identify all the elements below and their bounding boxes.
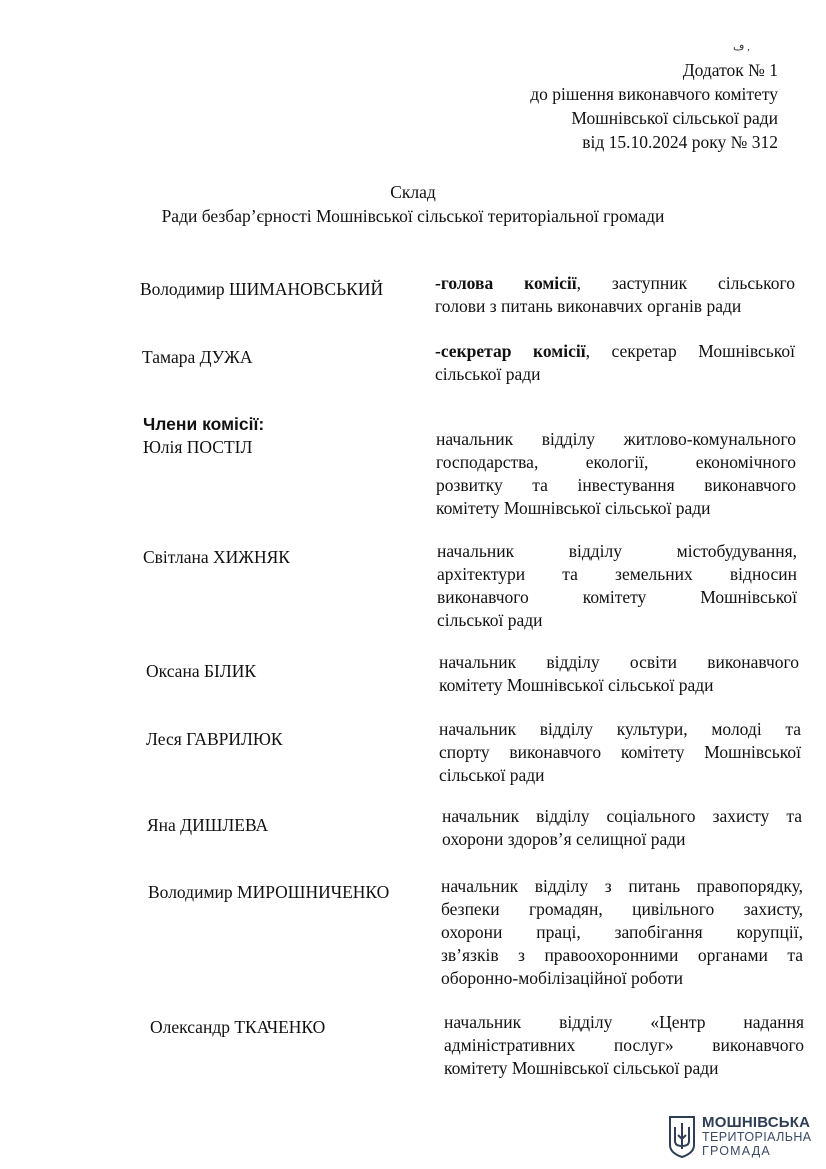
- member-name: Юлія ПОСТІЛ: [143, 437, 253, 457]
- chair-role-text: , заступник сільського: [576, 273, 795, 293]
- member-role-line: комітету Мошнівської сільської ради: [444, 1058, 719, 1078]
- member-role-line: охорони здоров’я селищної ради: [442, 829, 686, 849]
- member-name: Оксана БІЛИК: [146, 661, 257, 681]
- secretary-role-title: -секретар комісії: [435, 341, 586, 361]
- member-role-line: охорони праці, запобігання корупції,: [441, 922, 803, 942]
- chair-role-title: -голова комісії: [435, 273, 577, 293]
- appendix-number: Додаток № 1: [682, 60, 778, 80]
- member-role: [444, 1011, 804, 1080]
- member-role-line: безпеки громадян, цивільного захисту,: [441, 899, 803, 919]
- member-role-line: начальник відділу «Центр надання: [444, 1012, 804, 1032]
- member-name: Володимир МИРОШНИЧЕНКО: [148, 882, 390, 902]
- member-role: [439, 651, 799, 697]
- member-role-line: начальник відділу соціального захисту та: [442, 806, 802, 826]
- member-name: Олександр ТКАЧЕНКО: [150, 1017, 326, 1037]
- member-role: [442, 805, 802, 851]
- member-role-line: виконавчого комітету Мошнівської: [437, 587, 797, 607]
- member-role-line: оборонно-мобілізаційної роботи: [441, 968, 683, 988]
- heading-title: Склад: [390, 182, 436, 202]
- member-role-line: архітектури та земельних відносин: [437, 564, 797, 584]
- member-role-line: комітету Мошнівської сільської ради: [436, 498, 711, 518]
- member-role-line: сільської ради: [437, 610, 543, 630]
- corner-mark: ڡ ,: [733, 41, 750, 53]
- member-role-line: начальник відділу з питань правопорядку,: [441, 876, 803, 896]
- member-role-line: зв’язків з правоохоронними органами та: [441, 945, 803, 965]
- member-role: [437, 540, 797, 632]
- secretary-role-line2: сільської ради: [435, 364, 541, 384]
- member-role-line: сільської ради: [439, 765, 545, 785]
- secretary-role-text: , секретар Мошнівської: [585, 341, 796, 361]
- member-role-line: начальник відділу житлово-комунального: [436, 429, 796, 449]
- logo-line1: МОШНІВСЬКА: [702, 1114, 811, 1131]
- member-role-line: спорту виконавчого комітету Мошнівської: [439, 742, 801, 762]
- trident-icon: [667, 1115, 697, 1159]
- member-name: Світлана ХИЖНЯК: [143, 547, 290, 567]
- member-role: [441, 875, 803, 990]
- chair-name: Володимир ШИМАНОВСЬКИЙ: [140, 279, 384, 299]
- member-role-line: адміністративних послуг» виконавчого: [444, 1035, 804, 1055]
- member-role-line: розвитку та інвестування виконавчого: [436, 475, 796, 495]
- community-logo: [667, 1115, 817, 1161]
- logo-text: [702, 1115, 812, 1158]
- secretary-name: Тамара ДУЖА: [142, 347, 253, 367]
- member-name: Яна ДИШЛЕВА: [147, 815, 269, 835]
- member-role-line: комітету Мошнівської сільської ради: [439, 675, 714, 695]
- heading-subtitle: Ради безбар’єрності Мошнівської сільської територіальної громади: [161, 206, 665, 226]
- logo-line3: ГРОМАДА: [702, 1144, 771, 1158]
- members-label: Члени комісії:: [143, 414, 265, 434]
- appendix-header: [418, 58, 778, 154]
- secretary-role: [435, 340, 795, 386]
- member-role: [439, 718, 801, 787]
- member-role-line: начальник відділу культури, молоді та: [439, 719, 801, 739]
- member-role-line: начальник відділу містобудування,: [437, 541, 797, 561]
- appendix-council: Мошнівської сільської ради: [571, 108, 778, 128]
- member-role-line: начальник відділу освіти виконавчого: [439, 652, 799, 672]
- appendix-date: від 15.10.2024 року № 312: [582, 132, 778, 152]
- member-name: Леся ГАВРИЛЮК: [146, 729, 283, 749]
- appendix-decision: до рішення виконавчого комітету: [530, 84, 778, 104]
- logo-line2: ТЕРИТОРІАЛЬНА: [702, 1130, 812, 1144]
- chair-role-line2: голови з питань виконавчих органів ради: [435, 296, 742, 316]
- member-role-line: господарства, екології, економічного: [436, 452, 796, 472]
- member-role: [436, 428, 796, 520]
- chair-role: [435, 272, 795, 318]
